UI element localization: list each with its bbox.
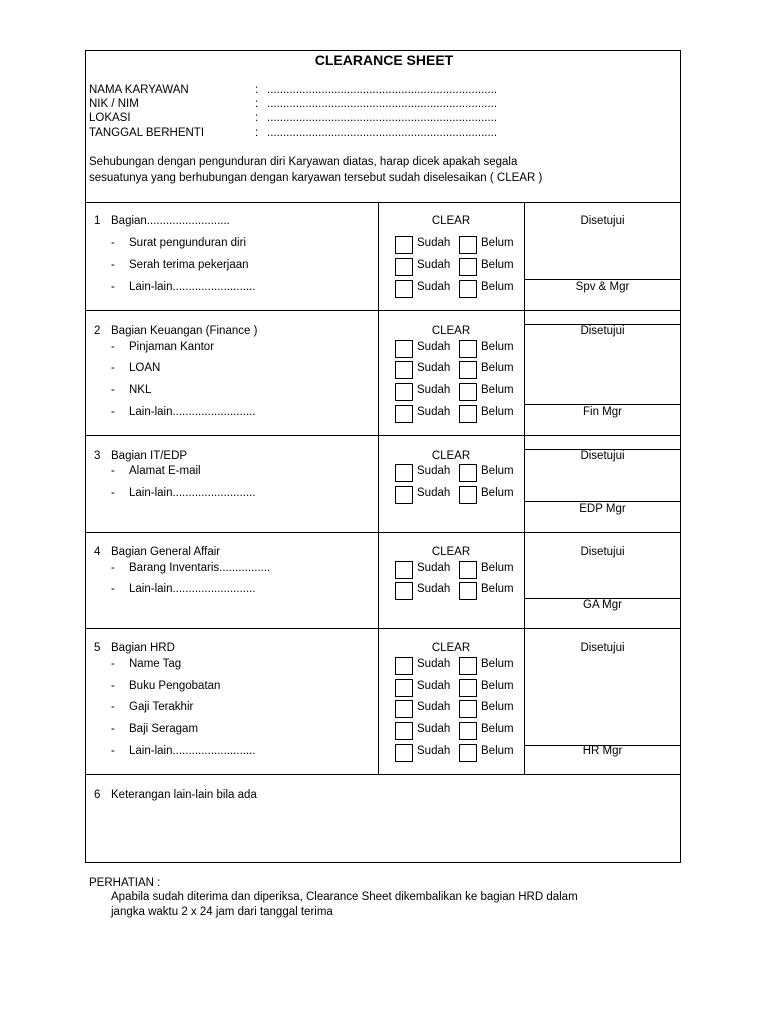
label-pending: Belum — [481, 745, 514, 757]
field-colon-name: : — [255, 84, 259, 96]
field-label-name: NAMA KARYAWAN — [89, 84, 189, 96]
label-done: Sudah — [417, 465, 451, 477]
checkbox-pending[interactable] — [459, 486, 477, 504]
approved-header: Disetujui — [580, 546, 625, 558]
checkbox-done[interactable] — [395, 361, 413, 379]
section-title: Bagian Keuangan (Finance ) — [111, 325, 258, 337]
item-label: NKL — [129, 384, 152, 396]
checkbox-done[interactable] — [395, 744, 413, 762]
table-divider-clear — [378, 202, 379, 774]
field-input-nik[interactable]: ........................................................................ — [267, 98, 498, 110]
item-dash: - — [111, 362, 115, 374]
approver-title: Fin Mgr — [583, 406, 622, 418]
checkbox-pending[interactable] — [459, 405, 477, 423]
label-done: Sudah — [417, 745, 451, 757]
field-colon-nik: : — [255, 98, 259, 110]
checkbox-pending[interactable] — [459, 236, 477, 254]
checkbox-pending[interactable] — [459, 700, 477, 718]
checkbox-pending[interactable] — [459, 464, 477, 482]
label-pending: Belum — [481, 583, 514, 595]
label-pending: Belum — [481, 259, 514, 271]
label-done: Sudah — [417, 341, 451, 353]
checkbox-pending[interactable] — [459, 561, 477, 579]
item-dash: - — [111, 259, 115, 271]
field-input-end-date[interactable]: ........................................................................ — [267, 127, 498, 139]
approver-title: Spv & Mgr — [575, 281, 630, 293]
field-label-nik: NIK / NIM — [89, 98, 139, 110]
label-done: Sudah — [417, 701, 451, 713]
item-dash: - — [111, 465, 115, 477]
clear-header: CLEAR — [431, 546, 471, 558]
section-title: Bagian General Affair — [111, 546, 221, 558]
item-label: Alamat E-mail — [129, 465, 201, 477]
item-dash: - — [111, 487, 115, 499]
checkbox-done[interactable] — [395, 383, 413, 401]
item-dash: - — [111, 237, 115, 249]
label-pending: Belum — [481, 658, 514, 670]
label-pending: Belum — [481, 562, 514, 574]
label-pending: Belum — [481, 237, 514, 249]
field-colon-location: : — [255, 112, 259, 124]
table-top-border — [86, 202, 681, 203]
approver-title: EDP Mgr — [579, 503, 626, 515]
notice-heading: PERHATIAN : — [89, 877, 161, 889]
item-dash: - — [111, 701, 115, 713]
section-border-2 — [86, 435, 681, 436]
section-border-5 — [86, 774, 681, 775]
item-dash: - — [111, 341, 115, 353]
label-pending: Belum — [481, 723, 514, 735]
checkbox-done[interactable] — [395, 657, 413, 675]
checkbox-pending[interactable] — [459, 679, 477, 697]
clear-header: CLEAR — [431, 642, 471, 654]
item-dash: - — [111, 384, 115, 396]
label-done: Sudah — [417, 384, 451, 396]
item-label: Buku Pengobatan — [129, 680, 221, 692]
section-title: Bagian IT/EDP — [111, 450, 188, 462]
section-number: 5 — [94, 642, 101, 654]
checkbox-pending[interactable] — [459, 657, 477, 675]
checkbox-pending[interactable] — [459, 258, 477, 276]
item-label: Barang Inventaris................ — [129, 562, 271, 574]
label-done: Sudah — [417, 723, 451, 735]
checkbox-done[interactable] — [395, 464, 413, 482]
section-number: 6 — [94, 789, 101, 801]
section-number: 1 — [94, 215, 101, 227]
item-label: Lain-lain.......................... — [129, 406, 256, 418]
label-pending: Belum — [481, 406, 514, 418]
item-dash: - — [111, 281, 115, 293]
item-dash: - — [111, 723, 115, 735]
label-done: Sudah — [417, 562, 451, 574]
checkbox-pending[interactable] — [459, 582, 477, 600]
field-colon-end-date: : — [255, 127, 259, 139]
approval-line — [524, 279, 681, 280]
section-border-4 — [86, 628, 681, 629]
item-label: Gaji Terakhir — [129, 701, 194, 713]
checkbox-pending[interactable] — [459, 744, 477, 762]
checkbox-pending[interactable] — [459, 280, 477, 298]
checkbox-done[interactable] — [395, 486, 413, 504]
label-done: Sudah — [417, 583, 451, 595]
label-done: Sudah — [417, 281, 451, 293]
section-title: Bagian HRD — [111, 642, 175, 654]
approved-header: Disetujui — [580, 642, 625, 654]
label-pending: Belum — [481, 384, 514, 396]
item-label: Lain-lain.......................... — [129, 487, 256, 499]
notice-line-2: jangka waktu 2 x 24 jam dari tanggal terima — [111, 906, 333, 918]
approved-header: Disetujui — [580, 325, 625, 337]
section-border-3 — [86, 532, 681, 533]
label-pending: Belum — [481, 487, 514, 499]
approver-title: GA Mgr — [583, 599, 622, 611]
label-pending: Belum — [481, 362, 514, 374]
checkbox-done[interactable] — [395, 582, 413, 600]
item-label: Baji Seragam — [129, 723, 199, 735]
remarks-area[interactable] — [90, 805, 675, 857]
label-done: Sudah — [417, 487, 451, 499]
label-pending: Belum — [481, 465, 514, 477]
approved-header: Disetujui — [580, 215, 625, 227]
checkbox-pending[interactable] — [459, 361, 477, 379]
label-done: Sudah — [417, 680, 451, 692]
checkbox-pending[interactable] — [459, 383, 477, 401]
item-label: Name Tag — [129, 658, 182, 670]
item-label: Lain-lain.......................... — [129, 745, 256, 757]
checkbox-done[interactable] — [395, 236, 413, 254]
item-label: LOAN — [129, 362, 161, 374]
approval-line — [524, 404, 681, 405]
label-done: Sudah — [417, 237, 451, 249]
field-label-location: LOKASI — [89, 112, 131, 124]
checkbox-done[interactable] — [395, 561, 413, 579]
item-dash: - — [111, 562, 115, 574]
label-pending: Belum — [481, 680, 514, 692]
checkbox-done[interactable] — [395, 340, 413, 358]
approval-line — [524, 501, 681, 502]
intro-line-2: sesuatunya yang berhubungan dengan karyawan tersebut sudah diselesaikan ( CLEAR ) — [89, 172, 543, 184]
item-dash: - — [111, 406, 115, 418]
clear-header: CLEAR — [431, 215, 471, 227]
checkbox-done[interactable] — [395, 679, 413, 697]
notice-line-1: Apabila sudah diterima dan diperiksa, Clearance Sheet dikembalikan ke bagian HRD dalam — [111, 891, 578, 903]
field-input-name[interactable]: ........................................................................ — [267, 84, 498, 96]
label-pending: Belum — [481, 281, 514, 293]
clear-header: CLEAR — [431, 450, 471, 462]
item-dash: - — [111, 583, 115, 595]
label-pending: Belum — [481, 701, 514, 713]
item-dash: - — [111, 745, 115, 757]
label-done: Sudah — [417, 362, 451, 374]
remarks-label: Keterangan lain-lain bila ada — [111, 789, 257, 801]
field-label-end-date: TANGGAL BERHENTI — [89, 127, 205, 139]
item-dash: - — [111, 680, 115, 692]
checkbox-pending[interactable] — [459, 722, 477, 740]
item-dash: - — [111, 658, 115, 670]
label-done: Sudah — [417, 406, 451, 418]
approved-header: Disetujui — [580, 450, 625, 462]
intro-line-1: Sehubungan dengan pengunduran diri Karyawan diatas, harap dicek apakah segala — [89, 156, 518, 168]
checkbox-done[interactable] — [395, 700, 413, 718]
section-number: 2 — [94, 325, 101, 337]
label-done: Sudah — [417, 658, 451, 670]
section-border-1 — [86, 310, 681, 311]
item-label: Lain-lain.......................... — [129, 583, 256, 595]
section-title: Bagian.......................... — [111, 215, 230, 227]
approver-title: HR Mgr — [582, 745, 623, 757]
item-label: Pinjaman Kantor — [129, 341, 215, 353]
section-number: 3 — [94, 450, 101, 462]
label-pending: Belum — [481, 341, 514, 353]
clear-header: CLEAR — [431, 325, 471, 337]
item-label: Lain-lain.......................... — [129, 281, 256, 293]
checkbox-done[interactable] — [395, 722, 413, 740]
item-label: Surat pengunduran diri — [129, 237, 246, 249]
label-done: Sudah — [417, 259, 451, 271]
checkbox-done[interactable] — [395, 280, 413, 298]
section-number: 4 — [94, 546, 101, 558]
item-label: Serah terima pekerjaan — [129, 259, 249, 271]
field-input-location[interactable]: ........................................................................ — [267, 112, 498, 124]
checkbox-done[interactable] — [395, 258, 413, 276]
checkbox-done[interactable] — [395, 405, 413, 423]
form-title: CLEARANCE SHEET — [314, 52, 454, 68]
checkbox-pending[interactable] — [459, 340, 477, 358]
